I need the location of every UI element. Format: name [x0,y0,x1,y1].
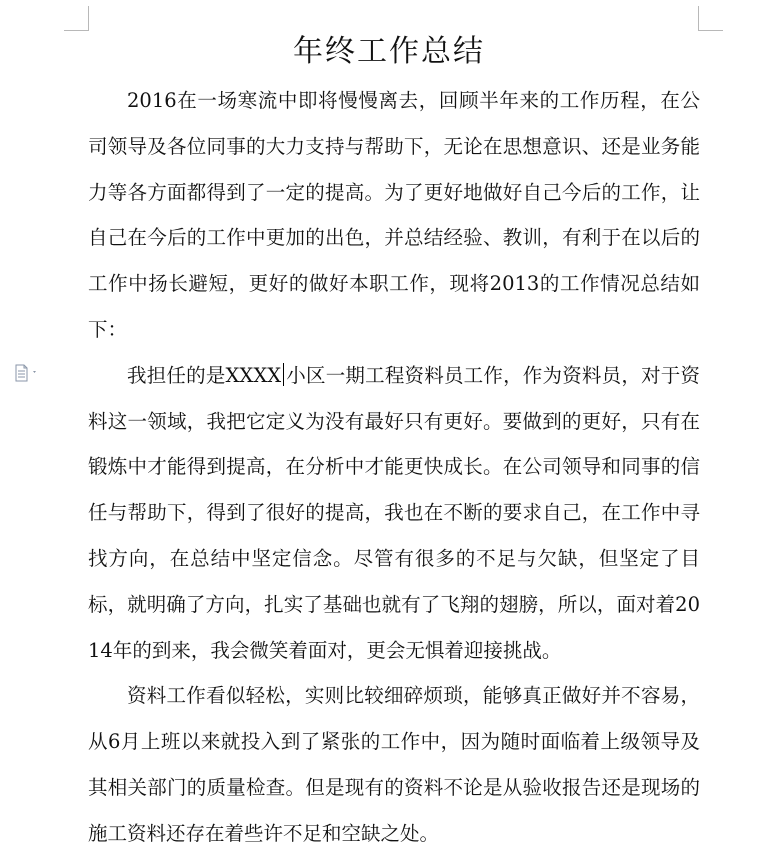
paragraph-1[interactable]: 2016在一场寒流中即将慢慢离去，回顾半年来的工作历程，在公司领导及各位同事的大力支持与帮助下，无论在思想意识、还是业务能力等各方面都得到了一定的提高。为了更好地做好自己今后的工作，让自己在今后的工作中更加的出色，并总结经验、教训，有利于在以后的工作中扬长避短，更好的做好本职工作，现将2013的工作情况总结如下： [88,89,700,341]
paragraph-3[interactable]: 资料工作看似轻松，实则比较细碎烦琐，能够真正做好并不容易，从6月上班以来就投入到了紧张的工作中，因为随时面临着上级领导及其相关部门的质量检查。但是现有的资料不论是从验收报告还是现场的施工资料还存在着些许不足和空缺之处。 [88,684,700,845]
document-icon [14,364,42,382]
paragraph-2-text-before-caret: 我担任的是XXXX [127,363,282,387]
paragraph-2-text-after-caret: 小区一期工程资料员工作，作为资料员，对于资料这一领域，我把它定义为没有最好只有更好。要做到的更好，只有在锻炼中才能得到提高，在分析中才能更快成长。在公司领导和同事的信任与帮助下，得到了很好的提高，我也在不断的要求自己，在工作中寻找方向，在总结中坚定信念。尽管有很多的不足与欠缺，但坚定了目标，就明确了方向，扎实了基础也就有了飞翔的翅膀，所以，面对着2014年的到来，我会微笑着面对，更会无惧着迎接挑战。 [88,363,700,662]
crop-mark-top-left [64,6,89,31]
chevron-down-icon [33,371,36,373]
text-cursor [283,363,284,386]
paragraph-marker[interactable] [14,364,42,382]
paragraph-2[interactable] [88,353,700,674]
document-body[interactable] [88,78,700,857]
crop-mark-top-right [698,6,723,31]
document-title[interactable]: 年终工作总结 [293,34,485,69]
